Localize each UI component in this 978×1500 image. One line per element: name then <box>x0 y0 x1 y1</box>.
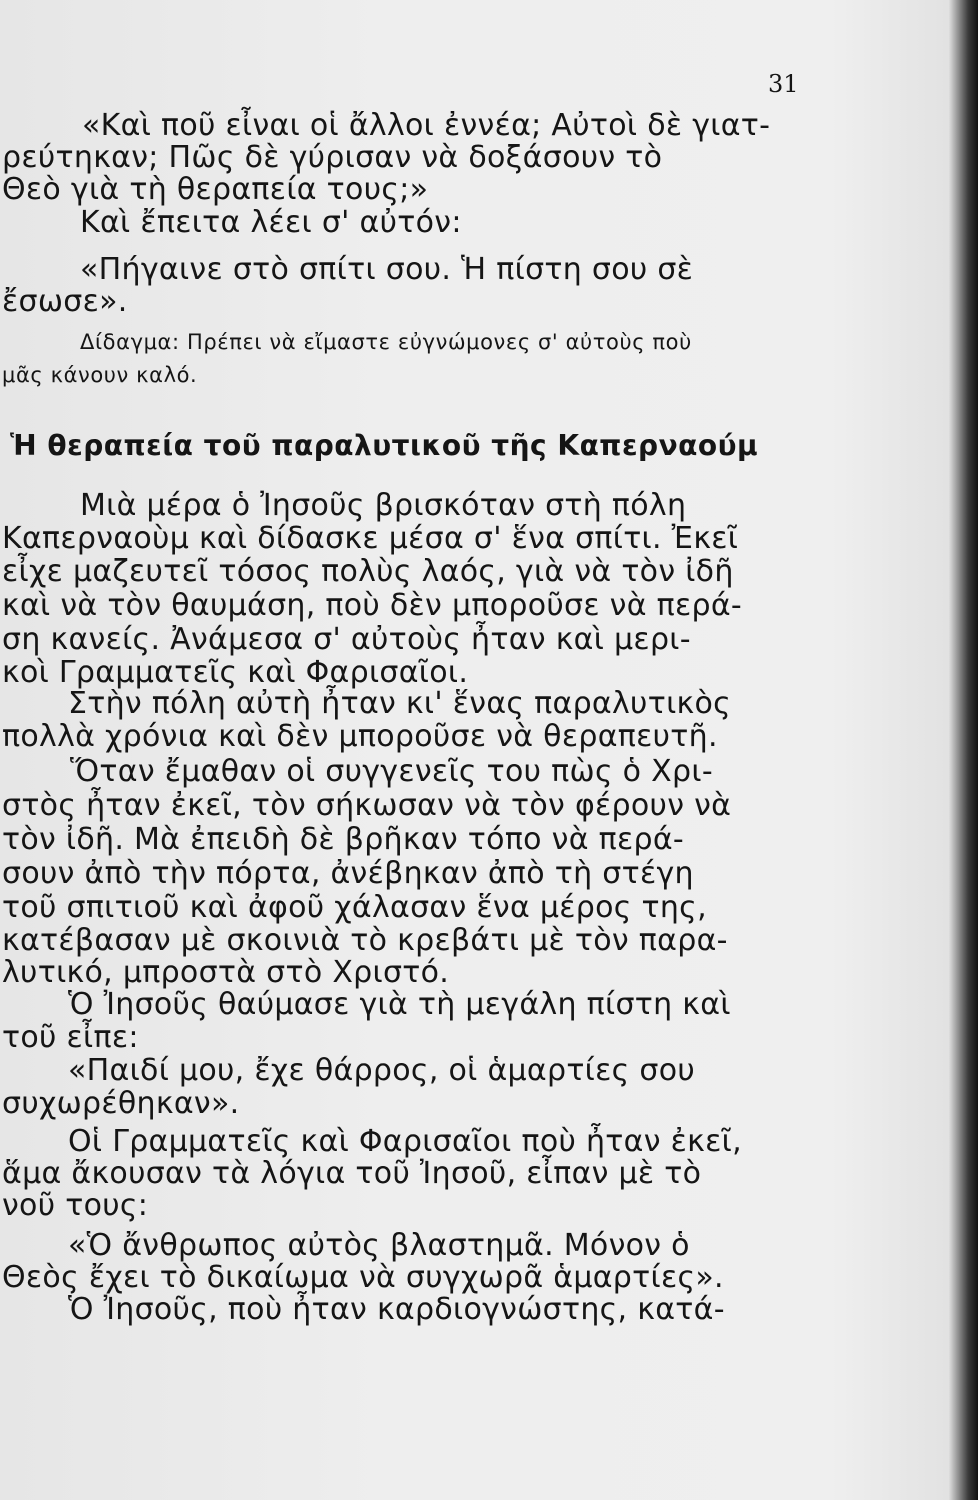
text-line: τοῦ σπιτιοῦ καὶ ἀφοῦ χάλασαν ἕνα μέρος της, <box>2 890 707 925</box>
text-line: καὶ νὰ τὸν θαυμάση, ποὺ δὲν μποροῦσε νὰ περά- <box>2 588 743 623</box>
text-line: εἶχε μαζευτεῖ τόσος πολὺς λαός, γιὰ νὰ τὸν ἰδῆ <box>2 554 734 589</box>
text-line: Οἱ Γραμματεῖς καὶ Φαρισαῖοι ποὺ ἦταν ἐκεῖ, <box>68 1124 742 1159</box>
text-line: στὸς ἦταν ἐκεῖ, τὸν σήκωσαν νὰ τὸν φέρουν νὰ <box>2 788 732 823</box>
text-line: ἔσωσε». <box>2 284 128 319</box>
text-line: «Πήγαινε στὸ σπίτι σου. Ἡ πίστη σου σὲ <box>80 252 694 287</box>
page-number: 31 <box>768 70 799 98</box>
text-line: τοῦ εἶπε: <box>2 1020 139 1055</box>
text-line: κατέβασαν μὲ σκοινιὰ τὸ κρεβάτι μὲ τὸν παρα- <box>2 923 728 958</box>
text-line: Στὴν πόλη αὐτὴ ἦταν κι' ἕνας παραλυτικὸς <box>68 686 732 721</box>
text-line: Ὅταν ἔμαθαν οἱ συγγενεῖς του πὼς ὁ Χρι- <box>70 754 713 789</box>
text-line: νοῦ τους: <box>2 1188 149 1223</box>
text-line: Θεὸ γιὰ τὴ θεραπεία τους;» <box>2 172 429 207</box>
text-line: Θεὸς ἔχει τὸ δικαίωμα νὰ συγχωρᾶ ἁμαρτίες». <box>2 1260 724 1295</box>
text-line: συχωρέθηκαν». <box>2 1086 240 1121</box>
text-line: κοὶ Γραμματεῖς καὶ Φαρισαῖοι. <box>2 655 469 690</box>
text-line: πολλὰ χρόνια καὶ δὲν μποροῦσε νὰ θεραπευτῆ. <box>2 719 718 754</box>
text-line: ἅμα ἄκουσαν τὰ λόγια τοῦ Ἰησοῦ, εἶπαν μὲ τὸ <box>2 1156 702 1191</box>
text-line: «Ὁ ἄνθρωπος αὐτὸς βλαστημᾶ. Μόνον ὁ <box>68 1228 690 1263</box>
text-line: Ὁ Ἰησοῦς, ποὺ ἦταν καρδιογνώστης, κατά- <box>68 1292 725 1327</box>
text-line: Μιὰ μέρα ὁ Ἰησοῦς βρισκόταν στὴ πόλη <box>80 488 687 523</box>
lesson-line: Δίδαγμα: Πρέπει νὰ εἴμαστε εὐγνώμονες σ' αὐτοὺς ποὺ <box>80 330 692 354</box>
text-line: Καὶ ἔπειτα λέει σ' αὐτόν: <box>80 205 462 240</box>
text-line: Καπερναοὺμ καὶ δίδασκε μέσα σ' ἕνα σπίτι. Ἐκεῖ <box>2 521 739 556</box>
text-line: τὸν ἰδῆ. Μὰ ἐπειδὴ δὲ βρῆκαν τόπο νὰ περά- <box>2 822 685 857</box>
section-heading: Ἡ θεραπεία τοῦ παραλυτικοῦ τῆς Καπερναούμ <box>10 429 759 462</box>
text-line: Ὁ Ἰησοῦς θαύμασε γιὰ τὴ μεγάλη πίστη καὶ <box>68 987 731 1022</box>
text-line: λυτικό, μπροστὰ στὸ Χριστό. <box>2 955 450 990</box>
lesson-line: μᾶς κάνουν καλό. <box>2 363 198 387</box>
text-line: ρεύτηκαν; Πῶς δὲ γύρισαν νὰ δοξάσουν τὸ <box>2 140 663 175</box>
text-line: «Καὶ ποῦ εἶναι οἱ ἄλλοι ἐννέα; Αὐτοὶ δὲ γιατ- <box>82 108 771 143</box>
text-line: «Παιδί μου, ἔχε θάρρος, οἱ ἁμαρτίες σου <box>68 1053 696 1088</box>
text-line: ση κανείς. Ἀνάμεσα σ' αὐτοὺς ἦταν καὶ μερι- <box>2 622 691 657</box>
text-line: σουν ἀπὸ τὴν πόρτα, ἀνέβηκαν ἀπὸ τὴ στέγη <box>2 856 694 891</box>
